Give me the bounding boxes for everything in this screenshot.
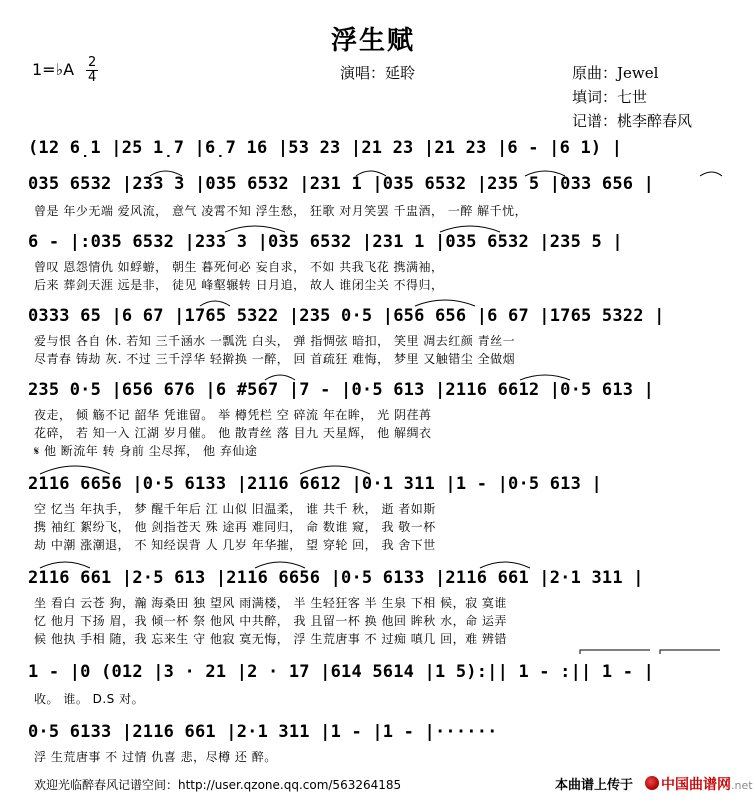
- lyric-line: 携 袖红 絮纷飞， 他 剑指苍天 殊 途再 难同归， 命 数谁 窥， 我 敬一杯: [34, 520, 436, 534]
- lyric-line: 忆 他月 下扬 眉，我 倾一杯 祭 他风 中共醉， 我 且留一杯 换 他回 眸秋 水，命 运弄: [34, 614, 507, 628]
- lyric-line: 浮 生荒唐事 不 过情 仇喜 悲，尽樽 还 醉。: [34, 750, 277, 764]
- score-system-1: (12 6̣1 |25 1̣7 |6̣7 16 |53 23 |21 23 |21 23 |6 - |6 1) |: [28, 138, 623, 158]
- score-system-4: 0333 65 |6 67 |1765 5322 |235 0·5 |656 656 |6 67 |1765 5322 |: [28, 306, 665, 326]
- score-system-5: 235 0·5 |656 676 |6 #567 |7 - |0·5 613 |2116 6612 |0·5 613 |: [28, 380, 655, 400]
- lyric-line: 空 忆当 年执手， 梦 醒千年后 江 山似 旧温柔， 谁 共千 秋， 逝 者如斯: [34, 502, 436, 516]
- lyric-line: 劫 中潮 涨潮退， 不 知经误背 人 几岁 年华摧， 望 穿轮 回， 我 舍下世: [34, 538, 436, 552]
- page-title: 浮生赋: [330, 26, 415, 56]
- lyric-line: 曾是 年少无端 爱风流， 意气 凌霄不知 浮生愁， 狂歌 对月笑罢 千盅酒， 一醉 解千忧，: [34, 204, 528, 218]
- score-system-3: 6 - |:035 6532 |233 3 |035 6532 |231 1 |035 6532 |235 5 |: [28, 232, 623, 252]
- lyric-line: 候 他执 手相 随，我 忘来生 守 他寂 寞无悔， 浮 生荒唐事 不 过痴 嗔几 回，难 辨错: [34, 632, 507, 646]
- lyric-line: 花碎， 若 知一入 江湖 岁月催。 他 散青丝 落 目九 天星辉， 他 解绸衣: [34, 426, 432, 440]
- site-logo-icon: [645, 776, 659, 790]
- lyric-line: 坐 看白 云苍 狗，瀚 海桑田 独 望风 雨满楼， 半 生轻狂客 半 生泉 下相 候，寂 寞谁: [34, 596, 507, 610]
- time-denominator: 4: [88, 70, 97, 85]
- lyric-line: 爱与恨 各自 休. 若知 三千涵水 一瓢洗 白头， 弹 指惆弦 暗扣， 笑里 凋去红颜 青丝一: [34, 334, 516, 348]
- lyric-line: 尽青春 铸劫 灰. 不过 三千浮华 轻擀换 一醉， 回 首疏狂 难悔， 梦里 又触错尘 全做烟: [34, 352, 516, 366]
- score-system-9: 0·5 6133 |2116 661 |2·1 311 |1 - |1 - |······: [28, 722, 498, 742]
- key-signature: 1=♭A: [32, 60, 75, 79]
- lyric-line: 𝄋 他 断流年 转 身前 尘尽挥， 他 弃仙途: [34, 444, 258, 458]
- site-name: 中国曲谱网: [661, 777, 731, 793]
- lyric-line: 后来 葬剑天涯 远是非， 徒见 峰壑辗转 日月追， 故人 谁闭尘关 不得归，: [34, 278, 444, 292]
- upload-note: 本曲谱上传于: [555, 778, 634, 793]
- composer-credit: 原曲：Jewel: [572, 64, 659, 82]
- score-system-8: 1 - |0 (012 |3 · 21 |2 · 17 |614 5614 |1 5):|| 1 - :|| 1 - |: [28, 662, 655, 682]
- singer-credit: 演唱：延聆: [340, 64, 416, 82]
- lyricist-credit: 填词：七世: [572, 88, 648, 106]
- site-logo: [661, 774, 753, 794]
- score-system-6: 2116 6656 |0·5 6133 |2116 6612 |0·1 311 |1 - |0·5 613 |: [28, 474, 602, 494]
- lyric-line: 曾叹 恩怨情仇 如蜉蝣， 朝生 暮死何必 妄自求， 不如 共我飞花 携满袖，: [34, 260, 444, 274]
- score-system-2: 035 6532 |233 3 |035 6532 |231 1 |035 6532 |235 5 |033 656 |: [28, 174, 655, 194]
- transcriber-credit: 记谱：桃李醉春风: [572, 112, 693, 130]
- lyric-line: 夜走， 倾 觞不记 韶华 凭谁留。 举 樽凭栏 空 碎流 年在眸， 光 阴荏苒: [34, 408, 432, 422]
- transcriber-website-note: 欢迎光临醉春风记谱空间：http://user.qzone.qq.com/563264185: [34, 778, 402, 792]
- score-system-7: 2116 661 |2·5 613 |2116 6656 |0·5 6133 |2116 661 |2·1 311 |: [28, 568, 644, 588]
- time-numerator: 2: [88, 55, 97, 70]
- lyric-line: 收。 谁。 D.S 对。: [34, 692, 145, 706]
- site-suffix: .net: [731, 779, 753, 792]
